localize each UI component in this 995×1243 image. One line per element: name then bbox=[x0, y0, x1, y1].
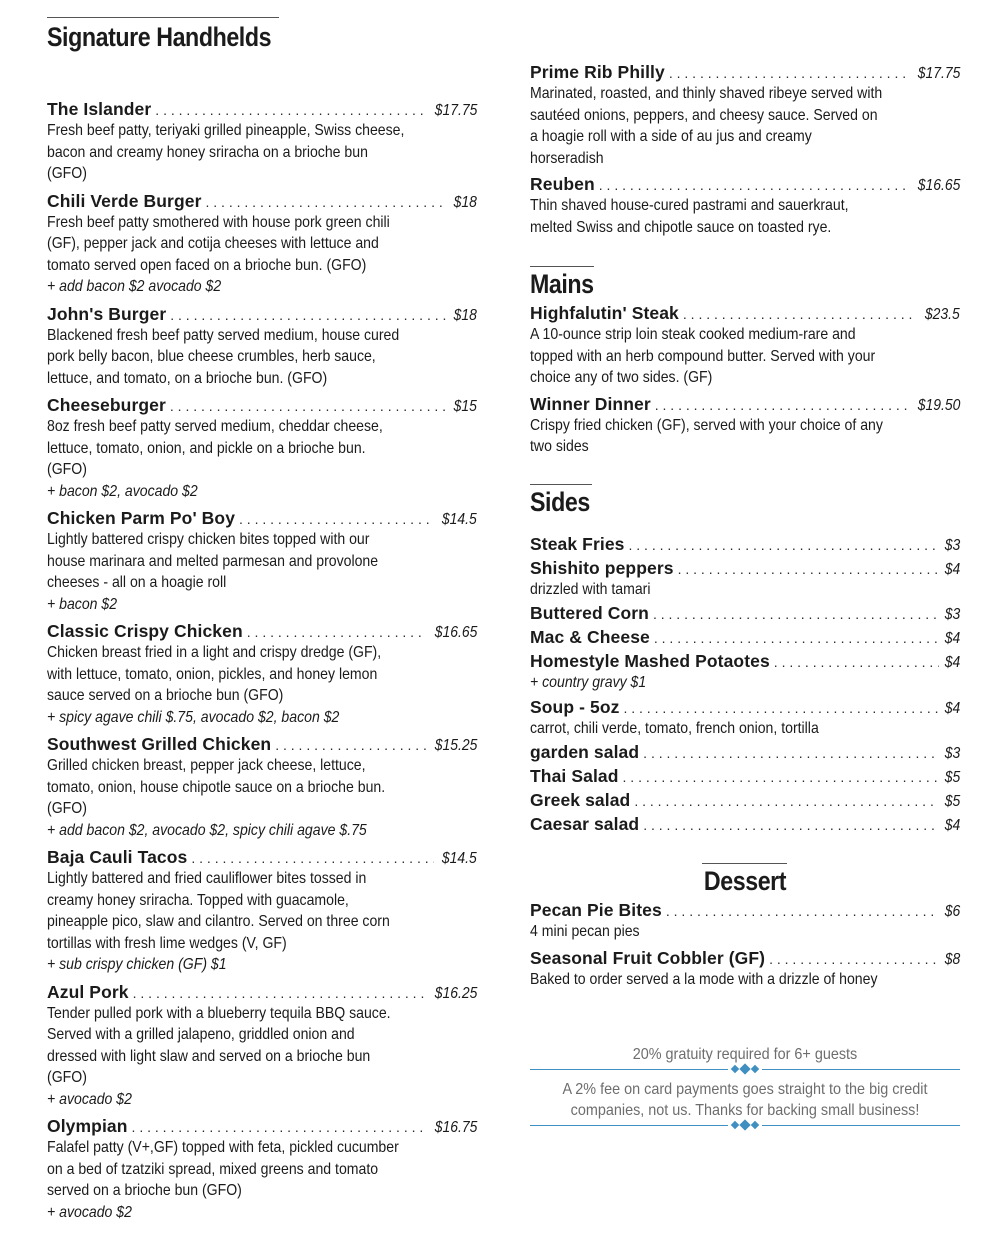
section-title-mains: Mains bbox=[530, 269, 594, 299]
item-addon: + sub crispy chicken (GF) $1 bbox=[47, 956, 227, 973]
dot-leader bbox=[666, 900, 939, 922]
item-price: $5 bbox=[944, 793, 960, 810]
item-description: Fresh beef patty smothered with house pork green chili (GF), pepper jack and cotija cheeses with lettuce and tomato served open faced on a brioche bun. (GFO) bbox=[47, 213, 390, 274]
dot-leader bbox=[155, 99, 425, 121]
item-name: Baja Cauli Tacos bbox=[47, 847, 188, 867]
menu-item-header bbox=[530, 947, 960, 969]
menu-item bbox=[530, 173, 960, 238]
menu-item bbox=[47, 507, 477, 615]
menu-item-header bbox=[47, 507, 477, 529]
item-description: Lightly battered crispy chicken bites topped with our house marinara and melted parmesan and provolone cheeses - all on a hoagie roll bbox=[47, 531, 379, 591]
menu-item bbox=[530, 602, 960, 624]
item-name: The Islander bbox=[47, 99, 152, 119]
item-price: $19.50 bbox=[917, 396, 960, 414]
menu-item bbox=[530, 650, 960, 694]
menu-item-header bbox=[530, 696, 960, 718]
item-price: $16.25 bbox=[434, 984, 477, 1002]
menu-item bbox=[47, 98, 477, 185]
menu-item bbox=[530, 789, 960, 811]
menu-item bbox=[47, 620, 477, 728]
menu-item-header bbox=[47, 1115, 477, 1137]
item-price: $14.5 bbox=[442, 850, 477, 867]
item-name: garden salad bbox=[530, 742, 640, 762]
handhelds-continued-list bbox=[530, 61, 960, 238]
item-addon: + bacon $2, avocado $2 bbox=[47, 482, 198, 500]
ornament-divider bbox=[530, 1065, 960, 1075]
item-price: $4 bbox=[944, 560, 960, 578]
item-addon: + avocado $2 bbox=[47, 1203, 132, 1221]
menu-item bbox=[530, 813, 960, 835]
menu-item bbox=[530, 302, 960, 389]
item-name: Mac & Cheese bbox=[530, 627, 650, 647]
item-description: Chicken breast fried in a light and crispy dredge (GF), with lettuce, tomato, onion, pickles, and honey lemon sauce served on a brioche bun (GFO) bbox=[47, 644, 382, 704]
section-title-handhelds: Signature Handhelds bbox=[47, 22, 272, 52]
menu-item bbox=[530, 393, 960, 458]
diamond-icon bbox=[739, 1119, 750, 1130]
item-name: Classic Crispy Chicken bbox=[47, 621, 243, 641]
menu-item-header bbox=[47, 981, 477, 1003]
dessert-list bbox=[530, 899, 960, 990]
item-description: Lightly battered and fried cauliflower bites tossed in creamy honey sriracha. Topped with guacamole, pineapple pico, slaw and cilantro. Served on three corn tortillas with fresh lime wedges (V, GF) bbox=[47, 870, 390, 952]
item-name: Soup - 5oz bbox=[530, 696, 620, 717]
item-price: $8 bbox=[944, 950, 960, 968]
item-description: Blackened fresh beef patty served medium, house cured pork belly bacon, blue cheese crumbles, herb sauce, lettuce, and tomato, on a brioche bun. (GFO) bbox=[47, 326, 400, 387]
item-name: Homestyle Mashed Potaotes bbox=[530, 651, 770, 671]
item-name: Southwest Grilled Chicken bbox=[47, 734, 272, 754]
item-name: Winner Dinner bbox=[530, 393, 651, 414]
dot-leader bbox=[643, 814, 939, 836]
item-price: $3 bbox=[944, 606, 960, 623]
menu-item-header bbox=[530, 302, 960, 324]
item-description: Fresh beef patty, teriyaki grilled pineapple, Swiss cheese, bacon and creamy honey sriracha on a brioche bun (GFO) bbox=[47, 122, 405, 182]
dot-leader bbox=[634, 790, 938, 812]
item-price: $17.75 bbox=[917, 65, 960, 82]
menu-item-header bbox=[47, 846, 477, 868]
item-price: $3 bbox=[944, 745, 960, 762]
item-description: Tender pulled pork with a blueberry tequila BBQ sauce. Served with a grilled jalapeno, griddled onion and dressed with light slaw and served on a brioche bun (GFO) bbox=[47, 1004, 391, 1086]
item-name: Seasonal Fruit Cobbler (GF) bbox=[530, 947, 766, 968]
item-name: Azul Pork bbox=[47, 981, 129, 1002]
diamond-icon bbox=[751, 1065, 759, 1073]
item-description: 4 mini pecan pies bbox=[530, 923, 640, 940]
item-price: $4 bbox=[944, 817, 960, 834]
item-price: $4 bbox=[944, 630, 960, 647]
menu-item bbox=[530, 899, 960, 943]
dot-leader bbox=[191, 847, 434, 869]
item-price: $6 bbox=[944, 903, 960, 920]
item-description: Thin shaved house-cured pastrami and sauerkraut, melted Swiss and chipotle sauce on toasted rye. bbox=[530, 197, 849, 236]
menu-item bbox=[530, 947, 960, 991]
item-description: A 10-ounce strip loin steak cooked medium-rare and topped with an herb compound butter. Served with your choice any of two sides. (GF) bbox=[530, 326, 876, 386]
section-title-sides: Sides bbox=[530, 486, 590, 517]
item-price: $5 bbox=[944, 769, 960, 786]
handhelds-list bbox=[47, 98, 477, 1223]
item-name: Shishito peppers bbox=[530, 557, 674, 578]
menu-item-header bbox=[530, 602, 960, 624]
dot-leader bbox=[170, 395, 447, 417]
menu-item bbox=[47, 981, 477, 1111]
item-name: Chili Verde Burger bbox=[47, 190, 202, 211]
item-price: $14.5 bbox=[442, 511, 477, 528]
dot-leader bbox=[769, 948, 939, 970]
dessert-section bbox=[530, 835, 960, 990]
left-column bbox=[47, 0, 477, 1223]
item-description: Grilled chicken breast, pepper jack cheese, lettuce, tomato, onion, house chipotle sauce on a brioche bun. (GFO) bbox=[47, 757, 386, 817]
dot-leader bbox=[623, 697, 938, 719]
item-addon: + add bacon $2 avocado $2 bbox=[47, 278, 222, 295]
menu-item bbox=[530, 696, 960, 740]
item-name: Pecan Pie Bites bbox=[530, 900, 662, 920]
item-price: $18 bbox=[453, 306, 477, 324]
menu-item-header bbox=[530, 393, 960, 415]
item-price: $15.25 bbox=[434, 737, 477, 754]
item-addon: + country gravy $1 bbox=[530, 674, 647, 691]
item-name: Reuben bbox=[530, 174, 595, 194]
menu-item-header bbox=[47, 394, 477, 416]
dot-leader bbox=[247, 621, 426, 643]
menu-item bbox=[47, 190, 477, 298]
menu-item bbox=[530, 533, 960, 555]
dot-leader bbox=[678, 558, 939, 580]
dot-leader bbox=[629, 534, 939, 556]
item-description: Baked to order served a la mode with a drizzle of honey bbox=[530, 970, 878, 988]
item-price: $16.65 bbox=[917, 177, 960, 194]
item-description: Marinated, roasted, and thinly shaved ribeye served with sautéed onions, peppers, and cheesy sauce. Served on a hoagie roll with a side of au jus and creamy horseradish bbox=[530, 85, 883, 167]
item-name: Steak Fries bbox=[530, 533, 625, 554]
menu-item-header bbox=[530, 533, 960, 555]
menu-item bbox=[47, 846, 477, 976]
dot-leader bbox=[654, 627, 939, 649]
item-addon: + add bacon $2, avocado $2, spicy chili agave $.75 bbox=[47, 821, 367, 839]
item-description: 8oz fresh beef patty served medium, cheddar cheese, lettuce, tomato, onion, and pickle on a brioche bun. (GFO) bbox=[47, 418, 383, 478]
section-title-dessert: Dessert bbox=[703, 866, 787, 896]
dot-leader bbox=[669, 62, 909, 84]
menu-item-header bbox=[47, 733, 477, 755]
item-price: $4 bbox=[944, 699, 960, 717]
item-name: Olympian bbox=[47, 1116, 128, 1136]
dot-leader bbox=[170, 304, 447, 326]
dot-leader bbox=[774, 651, 939, 673]
menu-item-header bbox=[530, 813, 960, 835]
item-description: Falafel patty (V+,GF) topped with feta, pickled cucumber on a bed of tzatziki spread, mixed greens and tomato served on a brioche bun (GFO) bbox=[47, 1139, 399, 1199]
dot-leader bbox=[239, 508, 434, 530]
item-name: Cheeseburger bbox=[47, 395, 166, 415]
item-addon: + bacon $2 bbox=[47, 595, 118, 613]
diamond-ornament-icon bbox=[728, 1065, 762, 1073]
diamond-icon bbox=[731, 1121, 739, 1129]
item-price: $17.75 bbox=[434, 102, 477, 119]
diamond-icon bbox=[739, 1063, 750, 1074]
dot-leader bbox=[132, 1116, 426, 1138]
menu-item-header bbox=[530, 557, 960, 579]
item-name: Caesar salad bbox=[530, 814, 640, 834]
item-price: $3 bbox=[944, 536, 960, 554]
menu-item bbox=[530, 626, 960, 648]
menu-item-header bbox=[530, 650, 960, 672]
menu-item bbox=[530, 61, 960, 169]
ornament-divider bbox=[530, 1121, 960, 1131]
menu-item-header bbox=[530, 741, 960, 763]
diamond-icon bbox=[731, 1065, 739, 1073]
menu-item-header bbox=[47, 303, 477, 325]
item-name: Highfalutin' Steak bbox=[530, 303, 679, 323]
menu-item-header bbox=[530, 899, 960, 921]
menu-item-header bbox=[47, 620, 477, 642]
diamond-icon bbox=[751, 1121, 759, 1129]
menu-item bbox=[47, 394, 477, 502]
item-price: $15 bbox=[453, 398, 477, 415]
diamond-ornament-icon bbox=[728, 1121, 762, 1129]
menu-item-header bbox=[530, 765, 960, 787]
menu-item bbox=[530, 557, 960, 601]
item-description: drizzled with tamari bbox=[530, 580, 651, 598]
dot-leader bbox=[623, 766, 939, 788]
dot-leader bbox=[275, 734, 425, 756]
dot-leader bbox=[655, 394, 909, 416]
menu-item bbox=[47, 733, 477, 841]
right-column bbox=[530, 0, 960, 1131]
item-name: Greek salad bbox=[530, 790, 631, 810]
dot-leader bbox=[133, 982, 426, 1004]
menu-item bbox=[47, 1115, 477, 1223]
gratuity-note: 20% gratuity required for 6+ guests bbox=[632, 1046, 858, 1063]
menu-item bbox=[47, 303, 477, 390]
dot-leader bbox=[653, 603, 939, 625]
dot-leader bbox=[205, 191, 447, 213]
item-price: $4 bbox=[944, 654, 960, 671]
dot-leader bbox=[599, 174, 909, 196]
item-name: Prime Rib Philly bbox=[530, 62, 665, 82]
item-price: $18 bbox=[453, 193, 477, 211]
mains-list bbox=[530, 302, 960, 458]
item-name: Buttered Corn bbox=[530, 603, 649, 623]
menu-item-header bbox=[530, 789, 960, 811]
item-addon: + spicy agave chili $.75, avocado $2, bacon $2 bbox=[47, 708, 340, 726]
item-price: $16.65 bbox=[434, 624, 477, 641]
dot-leader bbox=[683, 303, 917, 325]
item-addon: + avocado $2 bbox=[47, 1090, 132, 1108]
item-price: $16.75 bbox=[434, 1119, 477, 1136]
item-description: carrot, chili verde, tomato, french onion, tortilla bbox=[530, 719, 819, 737]
menu-item-header bbox=[530, 173, 960, 195]
sides-list bbox=[530, 533, 960, 836]
item-description: Crispy fried chicken (GF), served with your choice of any two sides bbox=[530, 416, 883, 455]
item-name: John's Burger bbox=[47, 303, 167, 324]
menu-item-header bbox=[47, 190, 477, 212]
menu-item bbox=[530, 765, 960, 787]
menu-item-header bbox=[530, 626, 960, 648]
item-price: $23.5 bbox=[925, 306, 960, 323]
menu-item-header bbox=[530, 61, 960, 83]
item-name: Chicken Parm Po' Boy bbox=[47, 508, 236, 528]
menu-item bbox=[530, 741, 960, 763]
card-fee-note: A 2% fee on card payments goes straight to the big credit companies, not us. Thanks for backing small business! bbox=[562, 1081, 928, 1119]
menu-item-header bbox=[47, 98, 477, 120]
dot-leader bbox=[643, 742, 939, 764]
item-name: Thai Salad bbox=[530, 766, 619, 786]
